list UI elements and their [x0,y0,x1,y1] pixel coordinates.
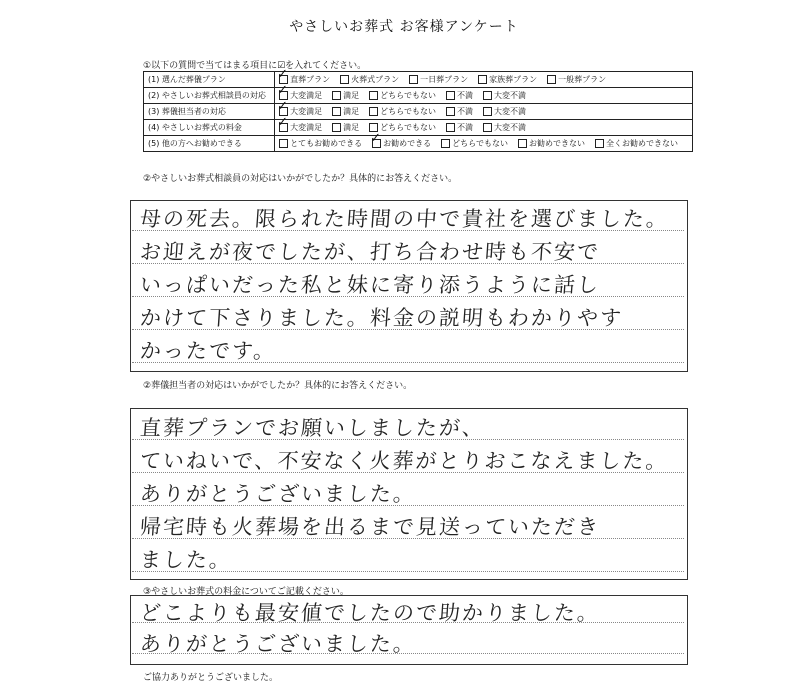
option-label: 一日葬プラン [420,75,469,84]
option[interactable] [441,138,508,149]
option-label: 一般葬プラン [558,75,607,84]
option-label: 直葬プラン [290,75,331,84]
option-label: 大変満足 [290,123,323,132]
survey-title: やさしいお葬式 お客様アンケート [289,19,519,35]
option[interactable] [446,106,473,117]
option-label: 大変不満 [494,123,526,132]
option-label: 満足 [343,107,360,116]
option-label: 大変不満 [494,107,526,116]
option[interactable] [340,74,399,85]
check-mark-icon: ✓ [277,83,288,98]
handwritten-answer-line: かけて下さりました。料金の説明もわかりやす [139,306,624,330]
thanks-footer: ご協力ありがとうございました。 [143,673,279,683]
checkbox[interactable] [441,139,450,148]
option-label: とてもお勧めできる [290,139,363,148]
handwritten-answer-line: 帰宅時も火葬場を出るまで見送っていただき [139,515,601,539]
question-text: (2) やさしいお葬式相談員の対応 [144,88,275,104]
question-row [144,120,693,136]
option[interactable] [547,74,606,85]
checkbox[interactable] [478,75,487,84]
option[interactable] [332,90,359,101]
option-label: 満足 [343,91,360,100]
handwritten-answer-line: ました。 [139,548,233,572]
option-label: 大変満足 [290,107,323,116]
handwritten-answer-line: 直葬プランでお願いしましたが、 [139,416,486,440]
option[interactable] [483,90,526,101]
option[interactable] [332,122,359,133]
question-row [144,136,693,152]
checkbox[interactable] [340,75,349,84]
option-label: どちらでもない [380,107,436,116]
q2-label: ②やさしいお葬式相談員の対応はいかがでしたか？具体的にお答えください。 [143,174,458,184]
option-label: お勧めできない [529,139,585,148]
checkbox[interactable] [332,107,341,116]
option[interactable] [483,122,526,133]
option[interactable] [518,138,585,149]
q1-instruction: ①以下の質問で当てはまる項目に☑を入れてください。 [143,61,367,71]
option-label: 大変不満 [494,91,526,100]
question-text: (4) やさしいお葬式の料金 [144,120,275,136]
option-label: 不満 [457,107,473,116]
checkbox[interactable] [409,75,418,84]
option[interactable] [595,138,678,149]
option-label: どちらでもない [452,139,508,148]
option-label: お勧めできる [383,139,432,148]
q4-label: ③やさしいお葬式の料金についてご記載ください。 [143,587,349,597]
check-mark-icon: ✓ [370,131,381,146]
handwritten-answer-line: ていねいで、不安なく火葬がとりおこなえました。 [139,449,670,473]
question-row [144,88,693,104]
checkbox[interactable] [370,131,381,148]
checkbox-question-table [143,67,693,152]
option[interactable] [478,74,537,85]
question-text: (1) 選んだ葬儀プラン [144,72,275,88]
question-text: (3) 葬儀担当者の対応 [144,104,275,120]
option-label: 不満 [457,91,473,100]
checkbox[interactable] [595,139,604,148]
option[interactable] [369,90,436,101]
checkbox[interactable] [446,107,455,116]
checkbox[interactable] [332,91,341,100]
handwritten-answer-line: 母の死去。限られた時間の中で貴社を選びました。 [139,207,670,231]
checkbox[interactable] [446,123,455,132]
checkbox[interactable] [483,91,492,100]
handwritten-answer-line: かったです。 [139,339,278,363]
option[interactable] [409,74,468,85]
question-text: (5) 他の方へお勧めできる [144,136,275,152]
q3-label: ②葬儀担当者の対応はいかがでしたか？具体的にお答えください。 [143,381,413,391]
option-label: 家族葬プラン [489,75,538,84]
option[interactable] [446,122,473,133]
option[interactable] [370,131,432,149]
checkbox[interactable] [369,91,378,100]
handwritten-answer-line: いっぱいだった私と妹に寄り添うように話し [139,273,601,297]
option[interactable] [483,106,526,117]
checkbox[interactable] [369,107,378,116]
question-row [144,72,693,88]
option-label: 全くお勧めできない [606,139,678,148]
check-mark-icon: ✓ [277,67,288,82]
handwritten-answer-line: お迎えが夜でしたが、打ち合わせ時も不安で [139,240,601,264]
checkbox[interactable] [483,107,492,116]
option-label: 満足 [343,123,360,132]
checkbox[interactable] [518,139,527,148]
handwritten-answer-line: どこよりも最安値でしたので助かりました。 [139,601,601,625]
checkbox[interactable] [332,123,341,132]
option[interactable] [369,106,436,117]
handwritten-answer-line: ありがとうございました。 [139,632,417,656]
option-label: 不満 [457,123,473,132]
option-label: 大変満足 [290,91,323,100]
question-row [144,104,693,120]
checkbox[interactable] [483,123,492,132]
checkbox[interactable] [279,139,288,148]
check-mark-icon: ✓ [277,115,288,130]
check-mark-icon: ✓ [277,99,288,114]
option[interactable] [446,90,473,101]
option-label: どちらでもない [380,91,436,100]
checkbox[interactable] [277,115,288,132]
handwritten-answer-line: ありがとうございました。 [139,482,417,506]
checkbox[interactable] [547,75,556,84]
option[interactable] [279,138,362,149]
option[interactable] [277,115,323,133]
option-label: 火葬式プラン [351,75,400,84]
option[interactable] [332,106,359,117]
option-label: どちらでもない [380,123,436,132]
checkbox[interactable] [446,91,455,100]
